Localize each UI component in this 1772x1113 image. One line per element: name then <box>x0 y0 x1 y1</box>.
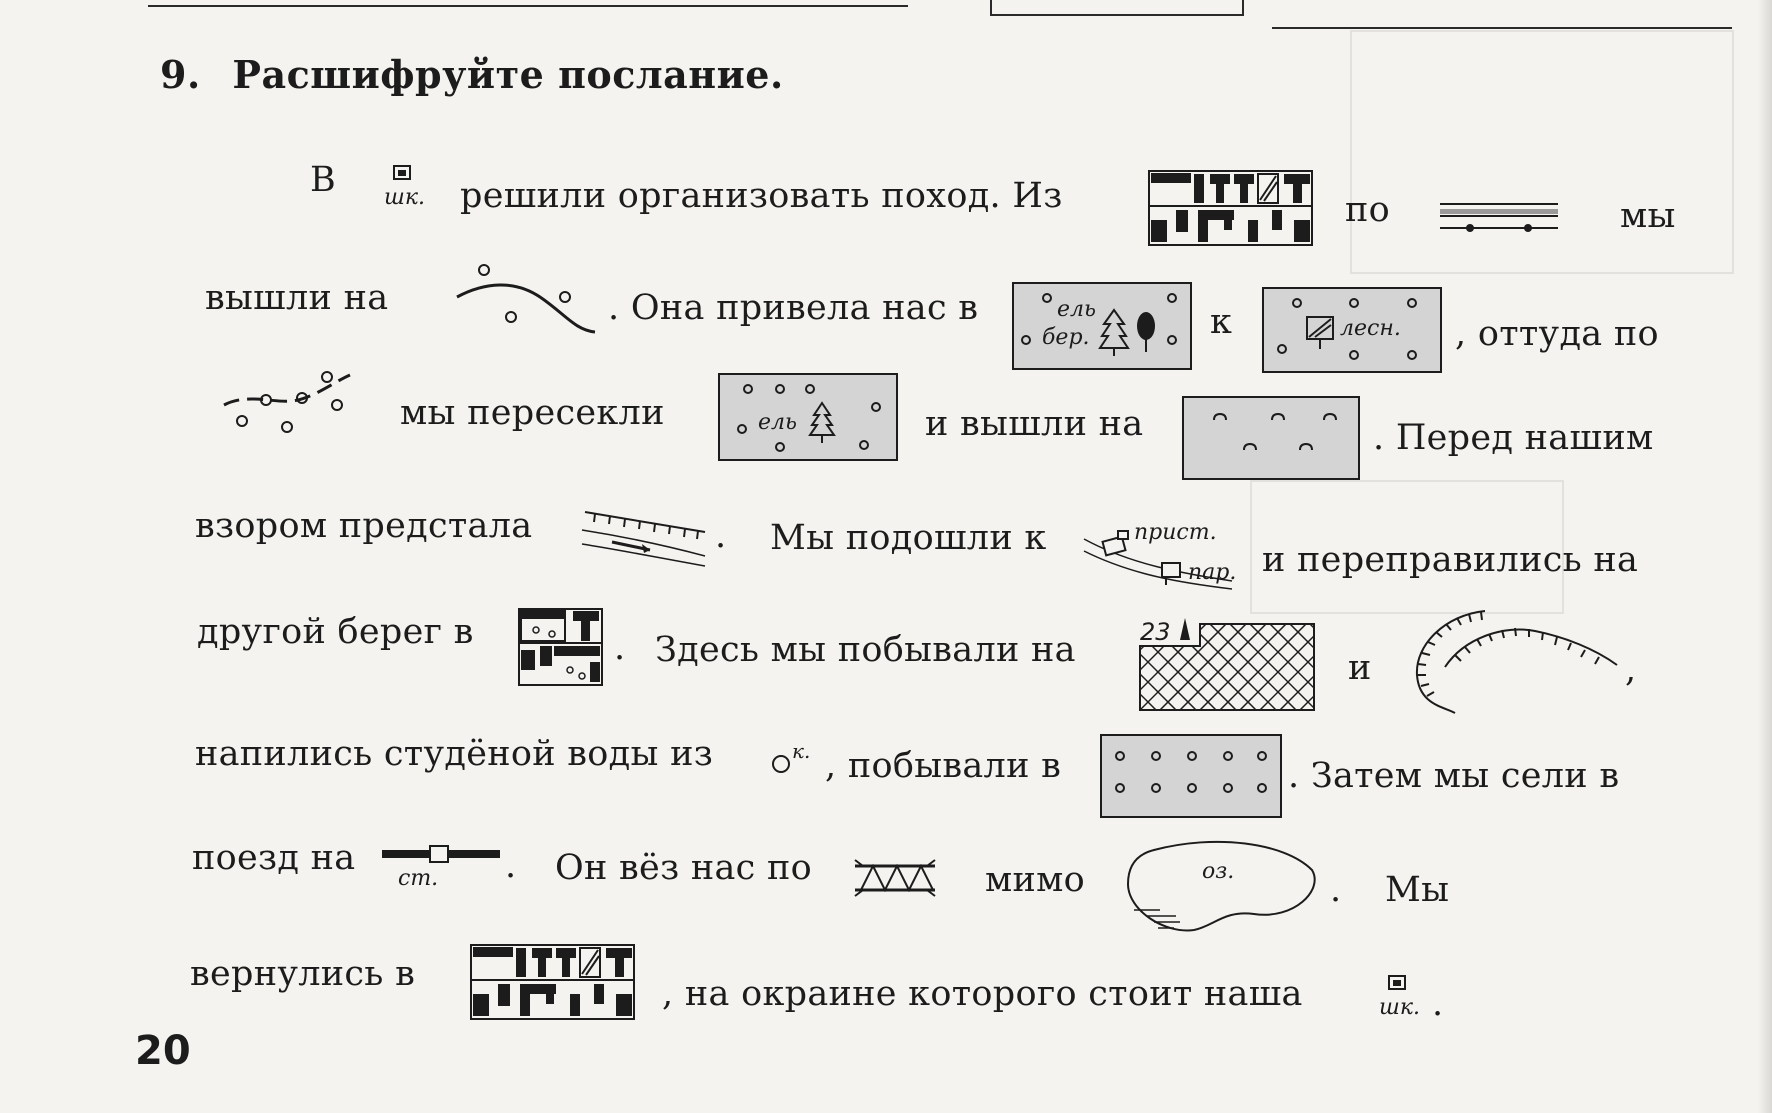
text-l7-c: Он вёз нас по <box>555 848 813 888</box>
text-l1-c: по <box>1345 190 1390 230</box>
forestry-svg <box>1262 287 1442 373</box>
text-l2-a: вышли на <box>205 278 389 318</box>
railway-bridge-svg <box>855 862 937 896</box>
hill-height-svg <box>1138 612 1318 712</box>
spruce-forest-label: ель <box>758 410 798 435</box>
text-l6-c: . Затем мы сели в <box>1288 756 1620 796</box>
text-l7-e: . <box>1330 870 1342 910</box>
school-label: шк. <box>384 185 425 210</box>
text-l1-d: мы <box>1620 196 1676 236</box>
text-l7-b: . <box>505 846 517 886</box>
meadow-svg <box>1182 396 1360 480</box>
settlement-icon <box>1148 170 1313 246</box>
text-l7-f: Мы <box>1385 870 1450 910</box>
task-number: 9. <box>160 52 201 97</box>
settlement-svg <box>1148 170 1313 246</box>
text-l7-a: поезд на <box>192 838 356 878</box>
railway-station-icon <box>382 838 504 891</box>
mixed-forest-label-1: ель <box>1057 297 1097 322</box>
path-ravine-svg <box>222 375 352 435</box>
top-rule-right <box>1272 27 1732 29</box>
text-l6-a: напились студёной воды из <box>195 734 714 774</box>
station-label: ст. <box>398 866 439 891</box>
settlement-icon-2 <box>470 944 635 1020</box>
school-svg-2 <box>1375 972 1435 1020</box>
mixed-forest-svg <box>1012 282 1192 370</box>
page-number: 20 <box>135 1028 191 1074</box>
lake-svg <box>1124 840 1324 936</box>
mixed-forest-icon <box>1012 282 1192 370</box>
highway-icon <box>1440 200 1560 234</box>
top-rule-left <box>148 5 908 7</box>
village-svg <box>518 608 603 686</box>
spruce-forest-svg <box>718 373 898 461</box>
top-box <box>990 0 1244 16</box>
text-l1-b: решили организовать поход. Из <box>460 176 1063 216</box>
text-l5-e: , <box>1625 650 1637 690</box>
height-label: 23 <box>1140 618 1171 646</box>
text-l2-d: , оттуда по <box>1455 314 1659 354</box>
river-cliff-svg <box>580 508 710 568</box>
task-title: Расшифруйте послание. <box>232 52 784 97</box>
spring-svg <box>770 739 830 782</box>
text-l8-b: , на окраине которого стоит наша <box>662 974 1303 1014</box>
ravine-road-svg <box>455 262 595 340</box>
railway-bridge-icon <box>855 862 937 896</box>
village-icon <box>518 608 603 686</box>
text-l2-c: к <box>1210 302 1233 342</box>
text-l5-a: другой берег в <box>197 612 474 652</box>
path-ravine-icon <box>222 375 352 435</box>
spruce-forest-icon <box>718 373 898 461</box>
text-l5-d: и <box>1348 648 1372 688</box>
text-l4-a: взором предстала <box>195 506 533 546</box>
orchard-icon <box>1100 734 1282 818</box>
text-l1-a: В <box>310 160 337 200</box>
text-l6-b: , побывали в <box>825 746 1062 786</box>
forestry-label: лесн. <box>1340 316 1401 341</box>
text-l4-b: . <box>715 516 727 556</box>
text-l3-c: . Перед нашим <box>1373 418 1654 458</box>
railway-station-svg <box>382 838 504 891</box>
school-svg <box>380 162 440 210</box>
text-l5-b: . <box>614 628 626 668</box>
page-curl-shade <box>1758 0 1772 1113</box>
text-l5-c: Здесь мы побывали на <box>655 630 1076 670</box>
spring-icon <box>770 739 830 782</box>
text-l4-d: и переправились на <box>1262 540 1639 580</box>
lake-label: оз. <box>1202 859 1235 884</box>
spring-label: к. <box>792 739 811 763</box>
hill-height-icon <box>1138 612 1318 712</box>
text-l8-c: . <box>1432 984 1444 1024</box>
settlement-svg-2 <box>470 944 635 1020</box>
school-icon-2 <box>1375 972 1435 1020</box>
meadow-icon <box>1182 396 1360 480</box>
text-l4-c: Мы подошли к <box>770 518 1047 558</box>
highway-svg <box>1440 200 1560 234</box>
text-l3-b: и вышли на <box>925 404 1144 444</box>
pier-label: прист. <box>1134 520 1217 545</box>
school-icon <box>380 162 440 210</box>
embankment-svg <box>1405 605 1620 715</box>
task-heading <box>160 52 784 97</box>
text-l3-a: мы пересекли <box>400 393 665 433</box>
lake-icon <box>1124 840 1324 936</box>
school-label-2: шк. <box>1379 995 1420 1020</box>
text-l7-d: мимо <box>985 860 1086 900</box>
forestry-icon <box>1262 287 1442 373</box>
text-l8-a: вернулись в <box>190 954 416 994</box>
pier-ferry-svg <box>1082 517 1257 589</box>
mixed-forest-label-2: бер. <box>1042 325 1090 350</box>
ravine-road-icon <box>455 262 595 340</box>
pier-ferry-icon <box>1082 517 1257 589</box>
ferry-label: пар. <box>1188 560 1237 585</box>
orchard-svg <box>1100 734 1282 818</box>
river-cliff-icon <box>580 508 710 568</box>
text-l2-b: . Она привела нас в <box>608 288 979 328</box>
embankment-icon <box>1405 605 1620 715</box>
bleed-box <box>1350 30 1734 274</box>
